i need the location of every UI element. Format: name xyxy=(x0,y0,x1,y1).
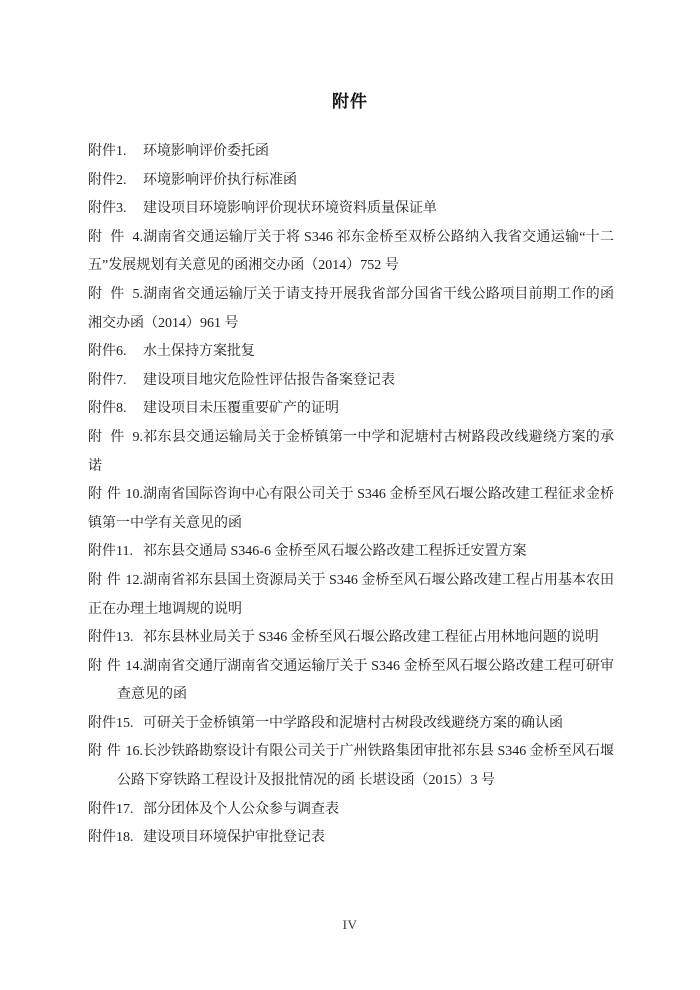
attachment-line xyxy=(88,281,614,310)
attachment-line xyxy=(88,195,614,224)
attachment-line xyxy=(88,481,614,510)
attachment-item xyxy=(88,281,614,338)
attachment-title-text: 建设项目环境保护审批登记表 xyxy=(143,830,325,846)
attachment-number: 附件14. xyxy=(88,658,143,674)
attachment-item xyxy=(88,567,614,624)
attachment-item xyxy=(88,824,614,853)
attachment-title-text: 建设项目环境影响评价现状环境资料质量保证单 xyxy=(143,201,437,217)
attachment-item xyxy=(88,195,614,224)
attachment-line xyxy=(88,424,614,453)
attachment-title-text-wrap: 公路下穿铁路工程设计及报批情况的函 长堪设函（2015）3 号 xyxy=(117,773,495,789)
attachment-line xyxy=(88,538,614,567)
attachment-title-text: 祁东县交通局 S346-6 金桥至风石堰公路改建工程拆迁安置方案 xyxy=(143,544,527,560)
attachment-line xyxy=(88,824,614,853)
attachment-item xyxy=(88,424,614,481)
attachment-number: 附件8. xyxy=(88,401,127,417)
attachment-item xyxy=(88,367,614,396)
attachment-item xyxy=(88,653,614,710)
attachment-number: 附件2. xyxy=(88,172,127,188)
attachment-title-text-wrap: 正在办理土地调规的说明 xyxy=(88,601,242,617)
attachment-title-text: 环境影响评价执行标准函 xyxy=(143,172,297,188)
attachment-number: 附件18. xyxy=(88,830,134,846)
attachment-title-text: 水土保持方案批复 xyxy=(143,344,255,360)
attachment-title-text: 环境影响评价委托函 xyxy=(143,144,269,159)
attachment-title-text: 建设项目未压覆重要矿产的证明 xyxy=(143,401,339,417)
attachment-title-text-wrap: 镇第一中学有关意见的函 xyxy=(88,515,242,531)
attachment-line xyxy=(88,796,614,825)
attachment-line xyxy=(88,395,614,424)
attachment-number: 附件3. xyxy=(88,201,127,217)
attachment-line xyxy=(88,653,614,682)
page-title: 附件 xyxy=(332,92,368,111)
attachment-number: 附件15. xyxy=(88,715,134,731)
attachment-item xyxy=(88,624,614,653)
attachment-title-text-wrap: 诺 xyxy=(88,458,102,474)
page-number: IV xyxy=(342,917,358,932)
attachment-title-text: 湖南省交通厅湖南省交通运输厅关于 S346 金桥至风石堰公路改建工程可研审 xyxy=(143,658,614,674)
attachment-number: 附件13. xyxy=(88,630,134,646)
attachment-item xyxy=(88,738,614,795)
attachment-line xyxy=(88,567,614,596)
attachment-number: 附件1. xyxy=(88,144,127,159)
attachment-line xyxy=(88,167,614,196)
attachment-title-text: 部分团体及个人公众参与调查表 xyxy=(143,801,339,817)
attachment-number: 附件9. xyxy=(88,429,143,445)
attachment-item xyxy=(88,224,614,281)
attachment-number: 附件11. xyxy=(88,544,133,560)
attachment-title-text: 湖南省祁东县国土资源局关于 S346 金桥至风石堰公路改建工程占用基本农田 xyxy=(143,572,614,588)
attachment-item xyxy=(88,138,614,167)
attachment-title-text: 建设项目地灾危险性评估报告备案登记表 xyxy=(143,372,395,388)
attachment-item xyxy=(88,481,614,538)
attachment-line xyxy=(88,224,614,253)
attachment-item xyxy=(88,395,614,424)
attachment-title-text: 可研关于金桥镇第一中学路段和泥塘村古树段改线避绕方案的确认函 xyxy=(143,715,563,731)
attachment-item xyxy=(88,338,614,367)
attachment-title-text: 湖南省国际咨询中心有限公司关于 S346 金桥至风石堰公路改建工程征求金桥 xyxy=(143,487,614,503)
attachment-item xyxy=(88,538,614,567)
attachment-title-text-wrap: 五”发展规划有关意见的函湘交办函（2014）752 号 xyxy=(88,258,399,274)
attachment-number: 附件16. xyxy=(88,744,143,760)
attachment-number: 附件17. xyxy=(88,801,134,817)
attachment-number: 附件10. xyxy=(88,487,143,503)
attachment-list xyxy=(88,138,614,853)
attachment-title-text-wrap: 湘交办函（2014）961 号 xyxy=(88,315,239,331)
attachment-number: 附件5. xyxy=(88,286,143,302)
attachment-line xyxy=(88,738,614,767)
attachment-item xyxy=(88,710,614,739)
attachment-line xyxy=(88,338,614,367)
attachment-title-text-wrap: 查意见的函 xyxy=(117,687,187,703)
attachment-line xyxy=(88,138,614,167)
attachment-title-text: 长沙铁路勘察设计有限公司关于广州铁路集团审批祁东县 S346 金桥至风石堰 xyxy=(143,744,614,760)
attachment-line xyxy=(88,367,614,396)
attachment-title-text: 祁东县林业局关于 S346 金桥至风石堰公路改建工程征占用林地问题的说明 xyxy=(143,630,599,646)
attachment-number: 附件6. xyxy=(88,344,127,360)
attachment-number: 附件7. xyxy=(88,372,127,388)
attachment-number: 附件12. xyxy=(88,572,143,588)
attachment-number: 附件4. xyxy=(88,229,143,245)
attachment-title-text: 湖南省交通运输厅关于将 S346 祁东金桥至双桥公路纳入我省交通运输“十二 xyxy=(143,229,614,245)
attachment-line xyxy=(88,710,614,739)
attachment-item xyxy=(88,796,614,825)
attachment-title-text: 湖南省交通运输厅关于请支持开展我省部分国省干线公路项目前期工作的函 xyxy=(143,286,614,302)
attachment-line xyxy=(88,624,614,653)
attachment-title-text: 祁东县交通运输局关于金桥镇第一中学和泥塘村古树路段改线避绕方案的承 xyxy=(143,429,614,445)
attachment-item xyxy=(88,167,614,196)
